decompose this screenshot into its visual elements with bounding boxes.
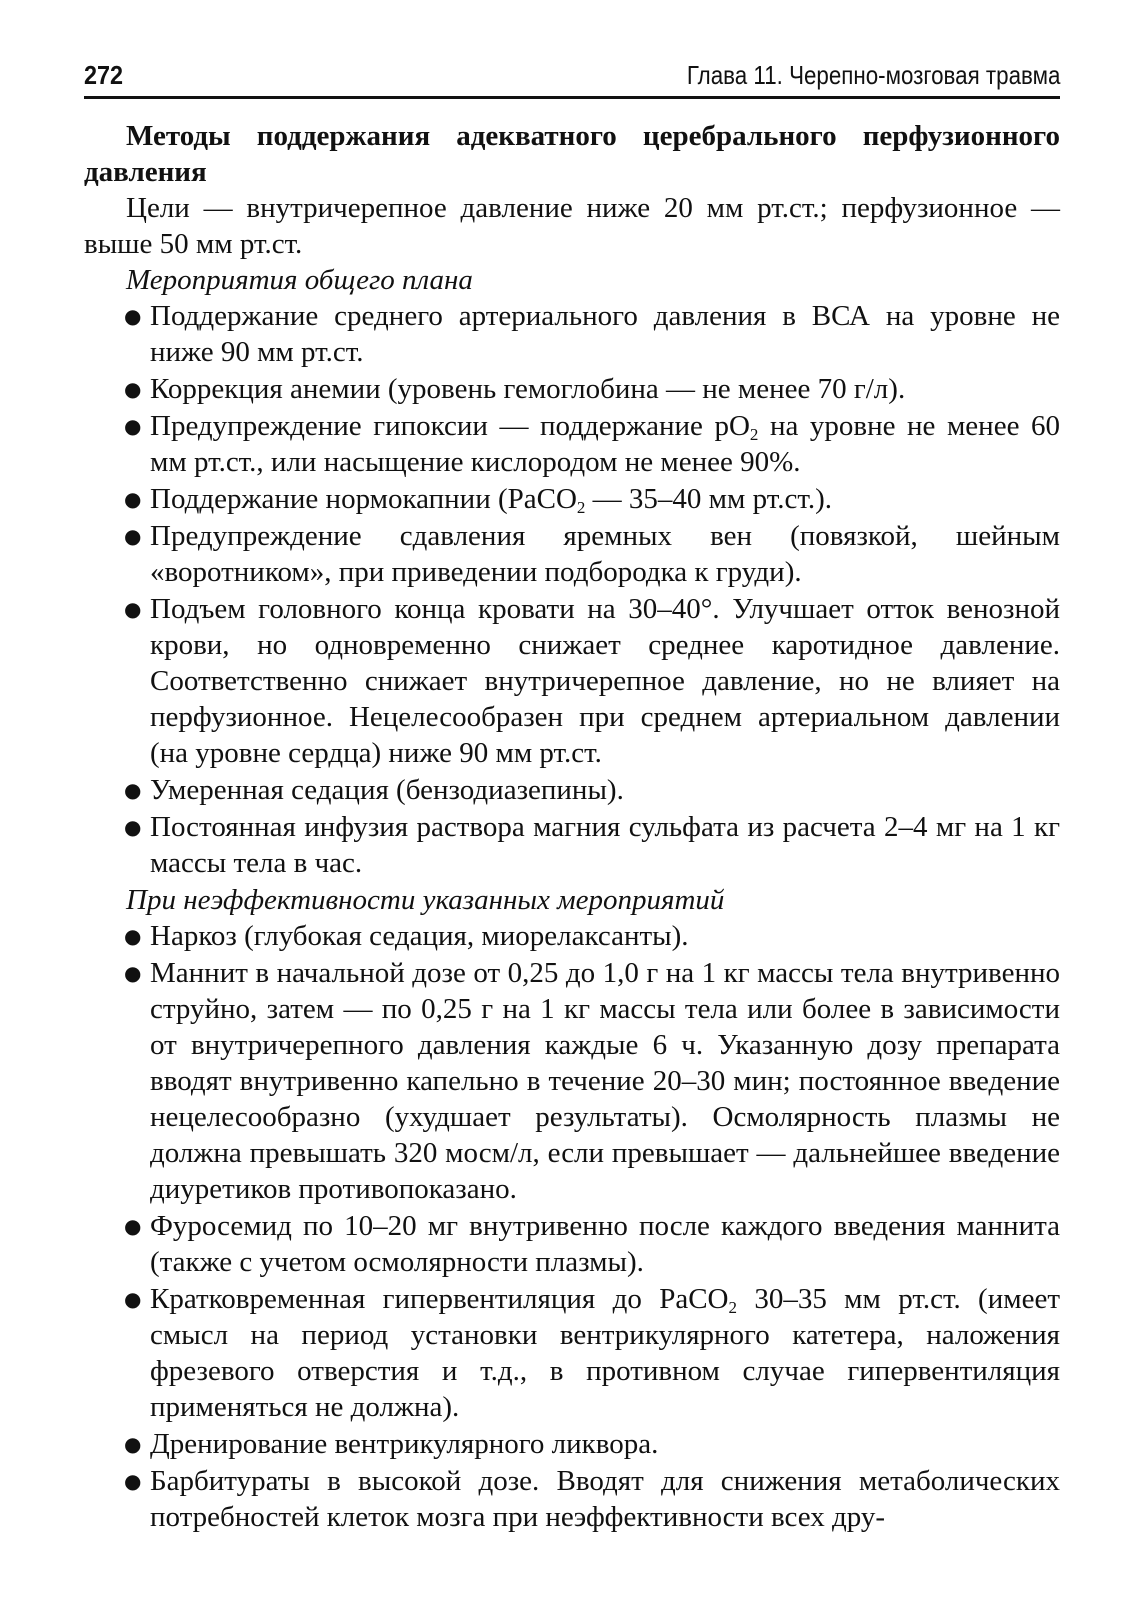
bullet-icon: ● xyxy=(124,1287,142,1311)
list-item xyxy=(84,1208,1060,1280)
bullet-icon: ● xyxy=(124,304,142,328)
list-item-text: Поддержание нормокапнии (PaCO xyxy=(150,483,577,515)
list-item xyxy=(84,1426,1060,1462)
header-rule xyxy=(84,96,1060,99)
bullet-icon: ● xyxy=(124,778,142,802)
list-item-text: Маннит в начальной дозе от 0,25 до 1,0 г на 1 кг массы тела внутривенно струйно, затем — по 0,25 г на 1 кг массы тела или более в зависимости от внутричерепного давления каждые 6 ч. Указанную дозу препарата вводят внутривенно капельно в течение 20–30 мин; постоянное введение нецелесообразно (ухудшает результаты). Осмолярность плазмы не должна превышать 320 мосм/л, если превышает — дальнейшее введение диуретиков противопоказано. xyxy=(150,957,1060,1205)
list-item-text: Наркоз (глубокая седация, миорелаксанты). xyxy=(150,920,689,952)
list-item xyxy=(84,408,1060,480)
bullet-icon: ● xyxy=(124,377,142,401)
list-item xyxy=(84,1463,1060,1535)
list-item-text: Умеренная седация (бензодиазепины). xyxy=(150,774,624,806)
bullet-icon: ● xyxy=(124,961,142,985)
subscript: 2 xyxy=(728,1298,737,1317)
bullet-icon: ● xyxy=(124,597,142,621)
list-item-text: Подъем головного конца кровати на 30–40°. Улучшает отток венозной крови, но одновременно снижает среднее каротидное давление. Соответственно снижает внутричерепное давление, но не влияет на перфузионное. Нецелесообразен при среднем артериальном давлении (на уровне сердца) ниже 90 мм рт.ст. xyxy=(150,593,1060,769)
bullet-icon: ● xyxy=(124,924,142,948)
bullet-icon: ● xyxy=(124,414,142,438)
section-title: Методы поддержания адекватного церебрального перфузионного давления xyxy=(84,120,1060,188)
list-item xyxy=(84,371,1060,407)
list-item-text: Кратковременная гипервентиляция до PaCO xyxy=(150,1283,729,1315)
general-measures-heading: Мероприятия общего плана xyxy=(126,264,473,296)
bullet-icon: ● xyxy=(124,524,142,548)
list-item-text: Коррекция анемии (уровень гемоглобина — не менее 70 г/л). xyxy=(150,373,906,405)
bullet-icon: ● xyxy=(124,487,142,511)
bullet-icon: ● xyxy=(124,1214,142,1238)
running-title: Глава 11. Черепно-мозговая травма xyxy=(686,60,1060,90)
page-body xyxy=(84,118,1060,1536)
page-number: 272 xyxy=(84,60,124,90)
bullet-icon: ● xyxy=(124,1469,142,1493)
list-item-text: Постоянная инфузия раствора магния сульфата из расчета 2–4 мг на 1 кг массы тела в час. xyxy=(150,811,1060,879)
ineffective-measures-list xyxy=(84,918,1060,1535)
list-item-text: — 35–40 мм рт.ст.). xyxy=(585,483,832,515)
list-item-text: Барбитураты в высокой дозе. Вводят для снижения метаболических потребностей клеток мозга при неэффективности всех дру- xyxy=(150,1465,1060,1533)
goals-paragraph: Цели — внутричерепное давление ниже 20 мм рт.ст.; перфузионное — выше 50 мм рт.ст. xyxy=(84,192,1060,260)
bullet-icon: ● xyxy=(124,815,142,839)
list-item-text: на уровне не менее 60 мм рт.ст., или насыщение кислородом не менее 90%. xyxy=(150,410,1060,478)
list-item-text: Фуросемид по 10–20 мг внутривенно после каждого введения маннита (также с учетом осмолярности плазмы). xyxy=(150,1210,1060,1278)
list-item xyxy=(84,809,1060,881)
bullet-icon: ● xyxy=(124,1432,142,1456)
list-item-text: 30–35 мм рт.ст. (имеет смысл на период установки вентрикулярного катетера, наложения фрезевого отверстия и т.д., в противном случае гипервентиляция применяться не должна). xyxy=(150,1283,1060,1423)
list-item xyxy=(84,591,1060,771)
subscript: 2 xyxy=(576,498,586,517)
list-item xyxy=(84,1281,1060,1425)
list-item xyxy=(84,772,1060,808)
subscript: 2 xyxy=(749,425,759,444)
list-item-text: Предупреждение гипоксии — поддержание pO xyxy=(150,410,750,442)
list-item xyxy=(84,955,1060,1207)
list-item-text: Дренирование вентрикулярного ликвора. xyxy=(150,1428,659,1460)
list-item-text: Предупреждение сдавления яремных вен (повязкой, шейным «воротником», при приведении подбородка к груди). xyxy=(150,520,1060,588)
general-measures-list xyxy=(84,298,1060,881)
list-item xyxy=(84,481,1060,517)
list-item xyxy=(84,298,1060,370)
list-item-text: Поддержание среднего артериального давления в ВСА на уровне не ниже 90 мм рт.ст. xyxy=(150,300,1060,368)
page-header xyxy=(84,60,1060,104)
list-item xyxy=(84,918,1060,954)
list-item xyxy=(84,518,1060,590)
ineffective-measures-heading: При неэффективности указанных мероприятий xyxy=(126,884,725,916)
